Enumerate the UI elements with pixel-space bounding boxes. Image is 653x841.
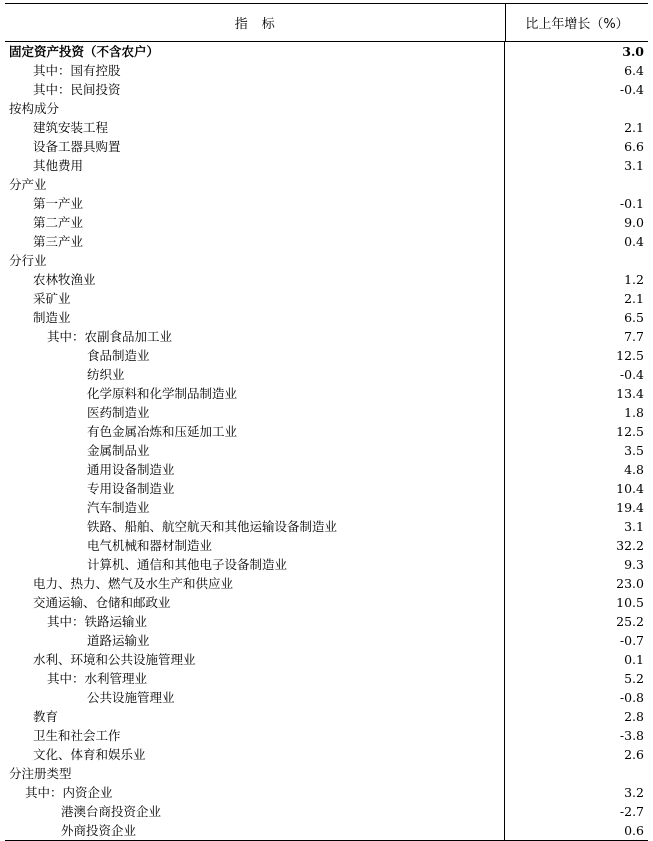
row-value: -2.7 xyxy=(619,804,644,819)
row-label: 分行业 xyxy=(5,251,505,270)
table-row xyxy=(5,745,648,764)
table-row xyxy=(5,612,648,631)
table-row xyxy=(5,308,648,327)
row-label: 卫生和社会工作 xyxy=(5,726,505,745)
row-value: 3.2 xyxy=(624,785,644,800)
row-label: 食品制造业 xyxy=(5,346,505,365)
row-label: 金属制品业 xyxy=(5,441,505,460)
header-growth: 比上年增长（%） xyxy=(525,17,629,32)
row-value: -0.4 xyxy=(619,367,644,382)
row-value: 2.6 xyxy=(624,747,644,762)
row-label: 第三产业 xyxy=(5,232,505,251)
row-value: 3.1 xyxy=(624,519,644,534)
row-label: 建筑安装工程 xyxy=(5,118,505,137)
row-label: 教育 xyxy=(5,707,505,726)
row-value: 0.6 xyxy=(624,823,644,838)
row-value: 2.1 xyxy=(624,291,644,306)
row-label: 固定资产投资（不含农户） xyxy=(5,42,505,61)
investment-table xyxy=(5,3,648,841)
table-row xyxy=(5,346,648,365)
table-row xyxy=(5,574,648,593)
table-row xyxy=(5,517,648,536)
row-label: 其他费用 xyxy=(5,156,505,175)
table-row xyxy=(5,669,648,688)
row-label: 水利、环境和公共设施管理业 xyxy=(5,650,505,669)
table-row xyxy=(5,156,648,175)
table-row xyxy=(5,536,648,555)
row-label: 电气机械和器材制造业 xyxy=(5,536,505,555)
table-row xyxy=(5,99,648,118)
table-row xyxy=(5,650,648,669)
row-value: 13.4 xyxy=(616,386,644,401)
table-row xyxy=(5,821,648,840)
row-value: 1.8 xyxy=(624,405,644,420)
row-label: 汽车制造业 xyxy=(5,498,505,517)
row-label: 有色金属冶炼和压延加工业 xyxy=(5,422,505,441)
table-row xyxy=(5,479,648,498)
row-value: 0.4 xyxy=(624,234,644,249)
row-label: 采矿业 xyxy=(5,289,505,308)
table-row xyxy=(5,384,648,403)
row-value: 3.1 xyxy=(624,158,644,173)
row-value: 32.2 xyxy=(616,538,644,553)
row-label: 第二产业 xyxy=(5,213,505,232)
table-row xyxy=(5,232,648,251)
row-value: 3.5 xyxy=(624,443,644,458)
row-label: 第一产业 xyxy=(5,194,505,213)
row-value: 12.5 xyxy=(616,348,644,363)
row-label: 其中：水利管理业 xyxy=(5,669,505,688)
row-label: 纺织业 xyxy=(5,365,505,384)
table-row xyxy=(5,213,648,232)
row-value: 1.2 xyxy=(624,272,644,287)
row-value: 9.3 xyxy=(624,557,644,572)
row-value: 6.4 xyxy=(624,63,644,78)
table-row xyxy=(5,555,648,574)
row-value: -0.8 xyxy=(619,690,644,705)
row-value: 6.5 xyxy=(624,310,644,325)
table-row xyxy=(5,118,648,137)
table-row xyxy=(5,498,648,517)
table-row xyxy=(5,403,648,422)
table-row xyxy=(5,42,648,61)
row-label: 其中：民间投资 xyxy=(5,80,505,99)
table-row xyxy=(5,422,648,441)
row-label: 铁路、船舶、航空航天和其他运输设备制造业 xyxy=(5,517,505,536)
row-label: 外商投资企业 xyxy=(5,821,505,840)
row-label: 医药制造业 xyxy=(5,403,505,422)
row-label: 农林牧渔业 xyxy=(5,270,505,289)
row-label: 计算机、通信和其他电子设备制造业 xyxy=(5,555,505,574)
row-label: 其中：铁路运输业 xyxy=(5,612,505,631)
row-value: 2.1 xyxy=(624,120,644,135)
header-indicator: 指 标 xyxy=(5,4,506,41)
row-value: 2.8 xyxy=(624,709,644,724)
table-row xyxy=(5,80,648,99)
table-header xyxy=(5,4,648,42)
table-row xyxy=(5,194,648,213)
table-body xyxy=(5,42,648,840)
table-row xyxy=(5,764,648,783)
row-label: 分产业 xyxy=(5,175,505,194)
table-row xyxy=(5,365,648,384)
row-label: 道路运输业 xyxy=(5,631,505,650)
row-value: 25.2 xyxy=(616,614,644,629)
table-row xyxy=(5,783,648,802)
table-row xyxy=(5,631,648,650)
table-row xyxy=(5,289,648,308)
row-value: -3.8 xyxy=(619,728,644,743)
row-value: 23.0 xyxy=(616,576,644,591)
table-row xyxy=(5,441,648,460)
row-label: 按构成分 xyxy=(5,99,505,118)
table-row xyxy=(5,593,648,612)
table-row xyxy=(5,726,648,745)
row-label: 电力、热力、燃气及水生产和供应业 xyxy=(5,574,505,593)
table-row xyxy=(5,175,648,194)
row-label: 设备工器具购置 xyxy=(5,137,505,156)
row-value: 5.2 xyxy=(624,671,644,686)
table-row xyxy=(5,460,648,479)
row-value: 0.1 xyxy=(624,652,644,667)
row-value: 4.8 xyxy=(624,462,644,477)
table-row xyxy=(5,61,648,80)
row-label: 制造业 xyxy=(5,308,505,327)
table-row xyxy=(5,688,648,707)
row-value: -0.4 xyxy=(619,82,644,97)
row-value: 3.0 xyxy=(622,44,644,59)
row-label: 其中：国有控股 xyxy=(5,61,505,80)
row-value: 10.4 xyxy=(616,481,644,496)
table-row xyxy=(5,137,648,156)
row-value: 10.5 xyxy=(616,595,644,610)
row-value: 9.0 xyxy=(624,215,644,230)
row-label: 通用设备制造业 xyxy=(5,460,505,479)
row-label: 港澳台商投资企业 xyxy=(5,802,505,821)
row-label: 文化、体育和娱乐业 xyxy=(5,745,505,764)
row-label: 公共设施管理业 xyxy=(5,688,505,707)
table-row xyxy=(5,707,648,726)
row-label: 分注册类型 xyxy=(5,764,505,783)
row-value: 6.6 xyxy=(624,139,644,154)
row-label: 专用设备制造业 xyxy=(5,479,505,498)
table-row xyxy=(5,327,648,346)
table-row xyxy=(5,802,648,821)
row-label: 化学原料和化学制品制造业 xyxy=(5,384,505,403)
row-label: 交通运输、仓储和邮政业 xyxy=(5,593,505,612)
row-value: 7.7 xyxy=(624,329,644,344)
row-value: -0.1 xyxy=(619,196,644,211)
table-row xyxy=(5,270,648,289)
row-label: 其中：农副食品加工业 xyxy=(5,327,505,346)
table-row xyxy=(5,251,648,270)
row-value: 19.4 xyxy=(616,500,644,515)
row-value: 12.5 xyxy=(616,424,644,439)
row-label: 其中：内资企业 xyxy=(5,783,505,802)
row-value: -0.7 xyxy=(619,633,644,648)
